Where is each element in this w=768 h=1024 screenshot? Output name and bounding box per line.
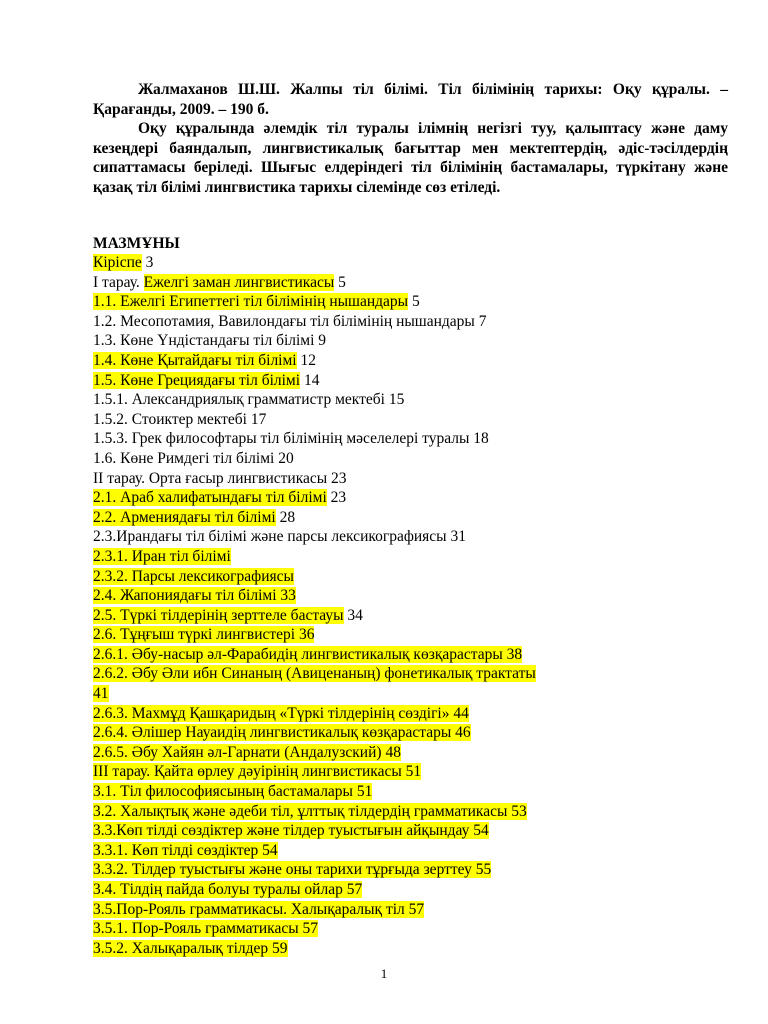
toc-entry-number: 2.3. bbox=[93, 528, 117, 546]
toc-entry bbox=[93, 429, 653, 449]
toc-entry-number: ІІІ тарау. bbox=[93, 763, 154, 781]
toc-entry-title: Түркі тілдерінің зерттеле бастауы bbox=[120, 606, 344, 624]
toc-entry-highlight bbox=[93, 822, 489, 839]
toc-entry-number: 2.1. bbox=[93, 489, 121, 507]
toc-entry-title: Пор-Рояль грамматикасы bbox=[131, 920, 299, 938]
toc-entry-number: 3.3.1. bbox=[93, 841, 132, 859]
toc-entry bbox=[93, 704, 653, 724]
toc-entry-title: Ежелгі заман лингвистикасы bbox=[143, 273, 335, 291]
toc-entry-number: 2.2. bbox=[93, 508, 121, 526]
toc-entry-number: 1.5.2. bbox=[93, 410, 132, 428]
toc-entry-highlight bbox=[93, 881, 362, 898]
toc-entry-highlight bbox=[93, 842, 278, 859]
toc-entry-number: 3.3.2. bbox=[93, 861, 132, 879]
toc-entry-page: 20 bbox=[278, 449, 294, 467]
toc-entry-page: 57 bbox=[346, 881, 363, 898]
toc-entry-page: 17 bbox=[250, 410, 267, 428]
toc-entry bbox=[93, 664, 543, 703]
toc-entry bbox=[93, 469, 653, 489]
toc-entry-title: Стоиктер мектебі bbox=[131, 410, 247, 428]
toc-entry-number: 1.2. bbox=[93, 312, 121, 330]
toc-entry-highlight bbox=[93, 607, 344, 624]
toc-entry-highlight bbox=[93, 803, 527, 820]
toc-entry-title: Махмұд Қашқаридың «Түркі тілдерінің сөздігі» bbox=[131, 704, 450, 722]
page-number: 1 bbox=[380, 966, 388, 981]
toc-entry-title: Иран тіл білімі bbox=[131, 547, 231, 565]
toc-heading: МАЗМҰНЫ bbox=[93, 235, 180, 252]
toc-entry bbox=[93, 351, 653, 371]
toc-entry-highlight bbox=[93, 568, 294, 585]
toc-entry-highlight bbox=[93, 665, 536, 702]
toc-entry-number: ІІ тарау. bbox=[93, 469, 149, 487]
toc-entry-number: 2.6.3. bbox=[93, 704, 132, 722]
toc-entry-title: Месопотамия, Вавилондағы тіл білімінің нышандары bbox=[120, 312, 475, 330]
toc-entry-page: 33 bbox=[280, 587, 296, 605]
toc-entry-highlight bbox=[93, 509, 276, 526]
toc-entry-number: 1.5.3. bbox=[93, 430, 132, 448]
toc-entry-number: 1.3. bbox=[93, 332, 121, 350]
toc-entry-page: 23 bbox=[330, 489, 347, 507]
toc-entry-number: 2.6.2. bbox=[93, 665, 132, 683]
toc-entry-page: 28 bbox=[279, 508, 296, 526]
toc-entry-number: 2.5. bbox=[93, 606, 121, 624]
book-description bbox=[93, 80, 728, 197]
toc-entry bbox=[93, 292, 653, 312]
toc-entry-page: 54 bbox=[262, 841, 278, 859]
toc-entry-page: 59 bbox=[272, 939, 288, 957]
toc-entry-page: 41 bbox=[93, 685, 109, 703]
toc-entry-page: 48 bbox=[385, 743, 401, 761]
toc-entry-number: 2.6. bbox=[93, 626, 121, 644]
toc-entry bbox=[93, 821, 653, 841]
toc-entry-number: 3.4. bbox=[93, 881, 121, 898]
toc-entry-number: 3.3. bbox=[93, 822, 117, 840]
toc-entry-page: 5 bbox=[411, 293, 420, 311]
toc-entry-number: 3.1. bbox=[93, 783, 121, 801]
toc-entry bbox=[93, 939, 653, 959]
toc-entry bbox=[93, 488, 653, 508]
toc-entry bbox=[93, 606, 653, 626]
toc-entry-title: Халықтық және әдеби тіл, ұлттық тілдердің грамматикасы bbox=[120, 802, 508, 820]
toc-entry-page: 44 bbox=[453, 704, 469, 722]
toc-entry-number: 2.6.1. bbox=[93, 645, 132, 663]
toc-entry-highlight bbox=[93, 783, 372, 800]
toc-entry-number: 1.5.1. bbox=[93, 391, 132, 409]
toc-entry-page: 46 bbox=[455, 724, 471, 742]
toc-entry-title: Кіріспе bbox=[93, 254, 142, 271]
toc-entry-title: Көп тілді сөздіктер және тілдер туыстығын айқындау bbox=[116, 822, 470, 840]
toc-entry-title: Халықаралық тілдер bbox=[131, 939, 269, 957]
toc-entry bbox=[93, 527, 653, 547]
toc-entry bbox=[93, 723, 653, 743]
toc-entry-title: Тілдің пайда болуы туралы ойлар bbox=[120, 881, 343, 898]
toc-entry bbox=[93, 880, 653, 900]
toc-entry-title: Тілдер туыстығы және оны тарихи тұрғыда зерттеу bbox=[131, 861, 472, 879]
toc-entry-title: Әбу Әли ибн Синаның (Авиценаның) фонетикалық трактаты bbox=[131, 665, 536, 683]
toc-entry-page: 34 bbox=[347, 606, 363, 624]
toc-entry-title: Ежелгі Египеттегі тіл білімінің нышандары bbox=[120, 293, 409, 311]
toc-entry bbox=[93, 625, 653, 645]
toc-entry-page: 51 bbox=[405, 763, 422, 781]
toc-entry-title: Армениядағы тіл білімі bbox=[120, 508, 276, 526]
toc-entry-number: 3.5. bbox=[93, 900, 117, 918]
toc-entry-page: 57 bbox=[408, 900, 425, 918]
toc-entry-page: 5 bbox=[338, 273, 346, 291]
toc-entry bbox=[93, 371, 653, 391]
toc-entry-title: Парсы лексикографиясы bbox=[131, 567, 294, 585]
toc-entry bbox=[93, 586, 653, 606]
toc-entry-page: 14 bbox=[303, 371, 320, 389]
toc-entry-title: Әбу Хайян әл-Гарнати (Андалузский) bbox=[131, 743, 382, 761]
toc-entry-highlight bbox=[93, 626, 314, 643]
toc-entry-title: Көне Грециядағы тіл білімі bbox=[120, 371, 301, 389]
toc-entry bbox=[93, 762, 653, 782]
toc-entry-highlight bbox=[93, 372, 300, 389]
toc-entry-highlight bbox=[93, 724, 471, 741]
toc-entry bbox=[93, 331, 653, 351]
toc-entry bbox=[93, 782, 653, 802]
toc-entry bbox=[93, 743, 653, 763]
bibliographic-citation: Жалмаханов Ш.Ш. Жалпы тіл білімі. Тіл білімінің тарихы: Оқу құралы. – Қарағанды, 2009. – 190 б. bbox=[93, 81, 728, 118]
toc-entry-highlight bbox=[93, 489, 327, 506]
toc-entry-highlight bbox=[93, 744, 401, 761]
toc-entry-page: 51 bbox=[356, 783, 373, 801]
toc-entry bbox=[93, 919, 653, 939]
toc-entry-title: Жапониядағы тіл білімі bbox=[120, 587, 277, 605]
toc-entry-title: Александриялық грамматистр мектебі bbox=[131, 391, 385, 409]
toc-entry-number: І тарау. bbox=[93, 273, 144, 291]
toc-entry-title: Орта ғасыр лингвистикасы bbox=[148, 469, 328, 487]
toc-entry-number: 2.4. bbox=[93, 587, 121, 605]
toc-entry-page: 54 bbox=[473, 822, 489, 840]
toc-entry-page: 36 bbox=[298, 626, 315, 644]
toc-entry-number: 3.5.1. bbox=[93, 920, 132, 938]
toc-entry-page: 57 bbox=[302, 920, 318, 938]
toc-entry-highlight bbox=[93, 254, 142, 271]
toc-entry-number: 3.5.2. bbox=[93, 939, 132, 957]
toc-entry-page: 38 bbox=[506, 645, 523, 663]
toc-entry-page: 12 bbox=[300, 351, 316, 369]
toc-entry-page: 53 bbox=[511, 802, 527, 820]
toc-entry-page: 7 bbox=[478, 312, 487, 330]
toc-entry-title: Грек философтары тіл білімінің мәселелері туралы bbox=[131, 430, 470, 448]
toc-entry-title: Тұңғыш түркі лингвистері bbox=[120, 626, 296, 644]
toc-entry bbox=[93, 547, 653, 567]
toc-entry bbox=[93, 860, 653, 880]
book-annotation: Оқу құралында әлемдік тіл туралы ілімнің негізгі туу, қалыптасу және даму кезеңдері баяндалып, лингвистикалық бағыттар мен мектептердің, әдіс-тәсілдердің сипаттамасы беріледі. Шығыс елдеріндегі тіл білімінің бастамалары, түркітану және қазақ тіл білімі лингвистика тарихы сілемінде сөз етіледі. bbox=[93, 120, 728, 196]
toc-entry bbox=[93, 449, 653, 469]
toc-entry-title: Пор-Рояль грамматикасы. Халықаралық тіл bbox=[116, 900, 405, 918]
toc-entry bbox=[93, 508, 653, 528]
toc-entry-highlight bbox=[93, 861, 491, 878]
toc-entry-number: 1.4. bbox=[93, 351, 121, 369]
toc-entry bbox=[93, 312, 653, 332]
toc-entry-number: 2.3.2. bbox=[93, 567, 132, 585]
toc-entry-highlight bbox=[93, 293, 408, 310]
toc-entry-title: Ирандағы тіл білімі және парсы лексикографиясы bbox=[116, 528, 447, 546]
toc-entry-page: 15 bbox=[388, 391, 405, 409]
toc-entry-number: 1.6. bbox=[93, 449, 121, 467]
toc-entry-highlight bbox=[93, 548, 231, 565]
toc-entry-number: 3.2. bbox=[93, 802, 121, 820]
toc-entry-page: 18 bbox=[473, 430, 489, 448]
table-of-contents bbox=[93, 253, 653, 958]
toc-entry-title: Қайта өрлеу дәуірінің лингвистикасы bbox=[154, 763, 402, 781]
toc-entry bbox=[93, 802, 653, 822]
toc-entry bbox=[93, 645, 653, 665]
toc-entry bbox=[93, 390, 653, 410]
toc-entry-title: Көп тілді сөздіктер bbox=[131, 841, 259, 859]
toc-entry-page: 55 bbox=[475, 861, 492, 879]
toc-entry bbox=[93, 273, 653, 293]
toc-entry-highlight bbox=[93, 646, 522, 663]
toc-entry bbox=[93, 900, 653, 920]
toc-entry-title: Араб халифатындағы тіл білімі bbox=[120, 489, 327, 507]
toc-entry-page: 9 bbox=[318, 332, 327, 350]
toc-entry bbox=[93, 253, 653, 273]
toc-entry-highlight bbox=[93, 901, 424, 918]
toc-entry bbox=[93, 567, 653, 587]
toc-entry-title: Әбу-насыр әл-Фарабидің лингвистикалық көзқарастары bbox=[131, 645, 503, 663]
toc-entry-highlight bbox=[93, 352, 297, 369]
toc-entry-number: 2.3.1. bbox=[93, 547, 132, 565]
toc-entry-highlight bbox=[93, 920, 318, 937]
toc-entry-highlight bbox=[93, 763, 421, 780]
toc-entry-page: 31 bbox=[450, 528, 466, 546]
toc-entry-title: Көне Римдегі тіл білімі bbox=[120, 449, 275, 467]
toc-entry-title: Көне Қытайдағы тіл білімі bbox=[120, 351, 297, 369]
toc-entry-page: 23 bbox=[331, 469, 347, 487]
toc-entry-number: 2.6.5. bbox=[93, 743, 132, 761]
toc-entry-highlight bbox=[93, 705, 469, 722]
toc-entry-number: 1.1. bbox=[93, 293, 121, 311]
toc-entry bbox=[93, 410, 653, 430]
toc-entry-page: 3 bbox=[145, 254, 154, 271]
toc-entry-title: Тіл философиясының бастамалары bbox=[120, 783, 353, 801]
toc-entry bbox=[93, 841, 653, 861]
toc-entry-number: 2.6.4. bbox=[93, 724, 132, 742]
toc-entry-title: Көне Үндістандағы тіл білімі bbox=[120, 332, 315, 350]
toc-entry-highlight bbox=[93, 940, 288, 957]
toc-entry-highlight bbox=[93, 587, 296, 604]
toc-entry-title: Әлішер Науаидің лингвистикалық көзқарастары bbox=[131, 724, 452, 742]
toc-entry-number: 1.5. bbox=[93, 371, 121, 389]
